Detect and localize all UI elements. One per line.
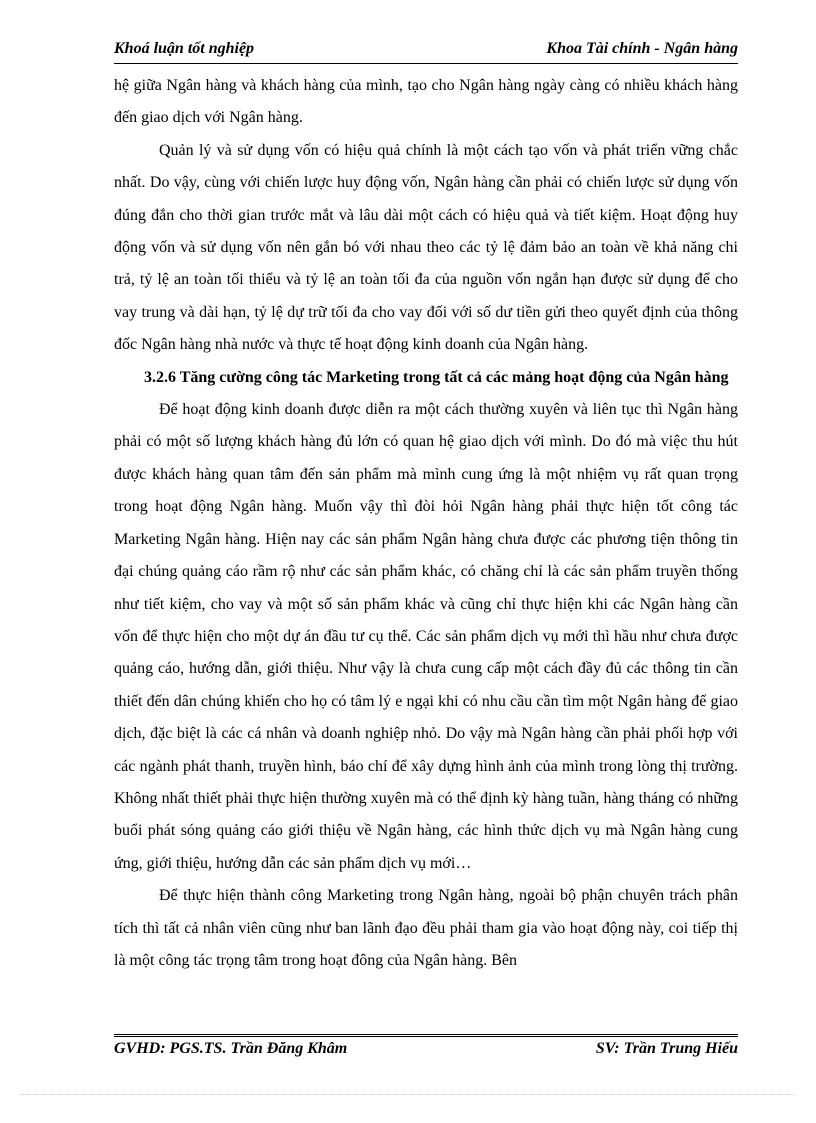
header-rule — [114, 63, 738, 64]
section-heading-marketing: 3.2.6 Tăng cường công tác Marketing trong tất cả các mảng hoạt động của Ngân hàng — [144, 368, 729, 386]
paragraph-marketing: Để hoạt động kinh doanh được diễn ra một cách thường xuyên và liên tục thì Ngân hàng phải có một số lượng khách hàng đủ lớn có quan hệ giao dịch với mình. Do đó mà việc thu hút được khách hàng quan tâm đến sản phẩm mà mình cung ứng là một nhiệm vụ rất quan trọng trong hoạt động Ngân hàng. Muốn vậy thì đòi hỏi Ngân hàng phải thực hiện tốt công tác Marketing Ngân hàng. Hiện nay các sản phẩm Ngân hàng chưa được các phương tiện thông tin đại chúng quảng cáo rầm rộ như các sản phẩm khác, có chăng chỉ là các sản phẩm truyền thống như tiết kiệm, cho vay và một số sản phẩm khác và cũng chỉ thực hiện khi các Ngân hàng cần vốn để thực hiện cho một dự án đầu tư cụ thể. Các sản phẩm dịch vụ mới thì hầu như chưa được quảng cáo, hướng dẫn, giới thiệu. Như vậy là chưa cung cấp một cách đầy đủ các thông tin cần thiết đến dân chúng khiến cho họ có tâm lý e ngại khi có nhu cầu cần tìm một Ngân hàng để giao dịch, đặc biệt là các cá nhân và doanh nghiệp nhỏ. Do vậy mà Ngân hàng cần phải phối hợp với các ngành phát thanh, truyền hình, báo chí để xây dựng hình ảnh của mình trong lòng thị trường. Không nhất thiết phải thực hiện thường xuyên mà có thể định kỳ hàng tuần, hàng tháng có những buổi phát sóng quảng cáo giới thiệu về Ngân hàng, các hình thức dịch vụ mà Ngân hàng cung ứng, giới thiệu, hướng dẫn các sản phẩm dịch vụ mới… — [114, 401, 738, 872]
paragraph-capital-use: Quản lý và sử dụng vốn có hiệu quả chính là một cách tạo vốn và phát triển vững chắc nhất. Do vậy, cùng với chiến lược huy động vốn, Ngân hàng cần phải có chiến lược sử dụng vốn đúng đắn cho thời gian trước mắt và lâu dài một cách có hiệu quả và tiết kiệm. Hoạt động huy động vốn và sử dụng vốn nên gắn bó với nhau theo các tỷ lệ đảm bảo an toàn về khả năng chi trả, tỷ lệ an toàn tối thiểu và tỷ lệ an toàn tối đa của nguồn vốn ngắn hạn được sử dụng để cho vay trung và dài hạn, tỷ lệ dự trữ tối đa cho vay đối với số dư tiền gửi theo quyết định của thông đốc Ngân hàng nhà nước và thực tế hoạt động kinh doanh của Ngân hàng. — [114, 141, 738, 354]
header-faculty: Khoa Tài chính - Ngân hàng — [546, 40, 738, 57]
page-footer — [114, 1040, 738, 1062]
paragraph-continuation: hệ giữa Ngân hàng và khách hàng của mình, tạo cho Ngân hàng ngày càng có nhiều khách hàng đến giao dịch với Ngân hàng. — [114, 77, 738, 127]
page-header — [114, 40, 738, 62]
page-bottom-divider — [20, 1094, 796, 1095]
footer-rule — [114, 1034, 738, 1037]
paragraph-marketing-success: Để thực hiện thành công Marketing trong Ngân hàng, ngoài bộ phận chuyên trách phân tích thì tất cả nhân viên cũng như ban lãnh đạo đều phải tham gia vào hoạt động này, coi tiếp thị là một công tác trọng tâm trong hoạt đông của Ngân hàng. Bên — [114, 887, 738, 969]
page-body — [114, 70, 738, 977]
header-thesis-title: Khoá luận tốt nghiệp — [114, 40, 255, 57]
footer-student: SV: Trần Trung Hiếu — [595, 1040, 738, 1057]
footer-supervisor: GVHD: PGS.TS. Trần Đăng Khâm — [114, 1040, 348, 1057]
